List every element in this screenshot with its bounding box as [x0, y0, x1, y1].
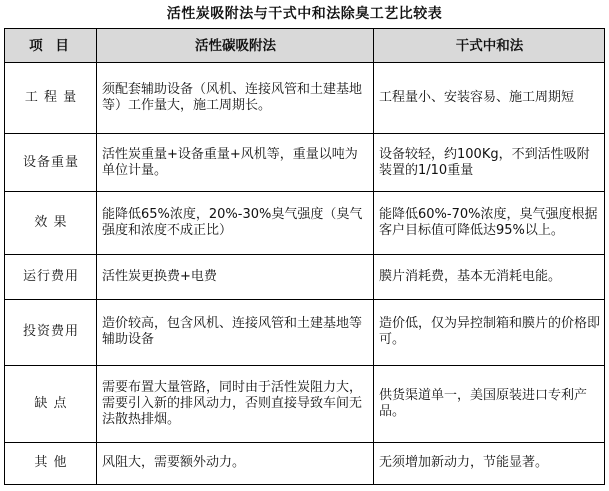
header-item: 项 目 [5, 29, 97, 63]
dry-neutralization-cell: 设备较轻，约100Kg，不到活性吸附装置的1/10重量 [374, 134, 605, 191]
dry-neutralization-cell: 无须增加新动力，节能显著。 [374, 442, 605, 484]
row-label: 工 程 量 [5, 63, 97, 134]
activated-carbon-cell: 能降低65%浓度，20%-30%臭气强度（臭气强度和浓度不成正比） [97, 191, 374, 254]
row-label: 效 果 [5, 191, 97, 254]
table-row [5, 134, 605, 191]
row-label: 投资费用 [5, 299, 97, 365]
table-row [5, 63, 605, 134]
row-label: 缺 点 [5, 365, 97, 442]
dry-neutralization-cell: 供货渠道单一，美国原装进口专利产品。 [374, 365, 605, 442]
table-row [5, 254, 605, 299]
activated-carbon-cell: 造价较高，包含风机、连接风管和土建基地等辅助设备 [97, 299, 374, 365]
table-row [5, 191, 605, 254]
table-title: 活性炭吸附法与干式中和法除臭工艺比较表 [166, 6, 443, 22]
dry-neutralization-cell: 膜片消耗费，基本无消耗电能。 [374, 254, 605, 299]
table-row [5, 442, 605, 484]
dry-neutralization-cell: 造价低，仅为异控制箱和膜片的价格即可。 [374, 299, 605, 365]
comparison-table [4, 28, 605, 485]
row-label: 运行费用 [5, 254, 97, 299]
dry-neutralization-cell: 工程量小、安装容易、施工周期短 [374, 63, 605, 134]
activated-carbon-cell: 风阻大，需要额外动力。 [97, 442, 374, 484]
activated-carbon-cell: 活性炭重量+设备重量+风机等，重量以吨为单位计量。 [97, 134, 374, 191]
table-row [5, 365, 605, 442]
header-activated-carbon: 活性碳吸附法 [97, 29, 374, 63]
activated-carbon-cell: 须配套辅助设备（风机、连接风管和土建基地等）工作量大，施工周期长。 [97, 63, 374, 134]
header-dry-neutralization: 干式中和法 [374, 29, 605, 63]
activated-carbon-cell: 需要布置大量管路，同时由于活性炭阻力大，需要引入新的排风动力，否则直接导致车间无法散热排烟。 [97, 365, 374, 442]
activated-carbon-cell: 活性炭更换费+电费 [97, 254, 374, 299]
header-row [5, 29, 605, 63]
row-label: 其 他 [5, 442, 97, 484]
dry-neutralization-cell: 能降低60%-70%浓度，臭气强度根据客户目标值可降低达95%以上。 [374, 191, 605, 254]
table-row [5, 299, 605, 365]
row-label: 设备重量 [5, 134, 97, 191]
